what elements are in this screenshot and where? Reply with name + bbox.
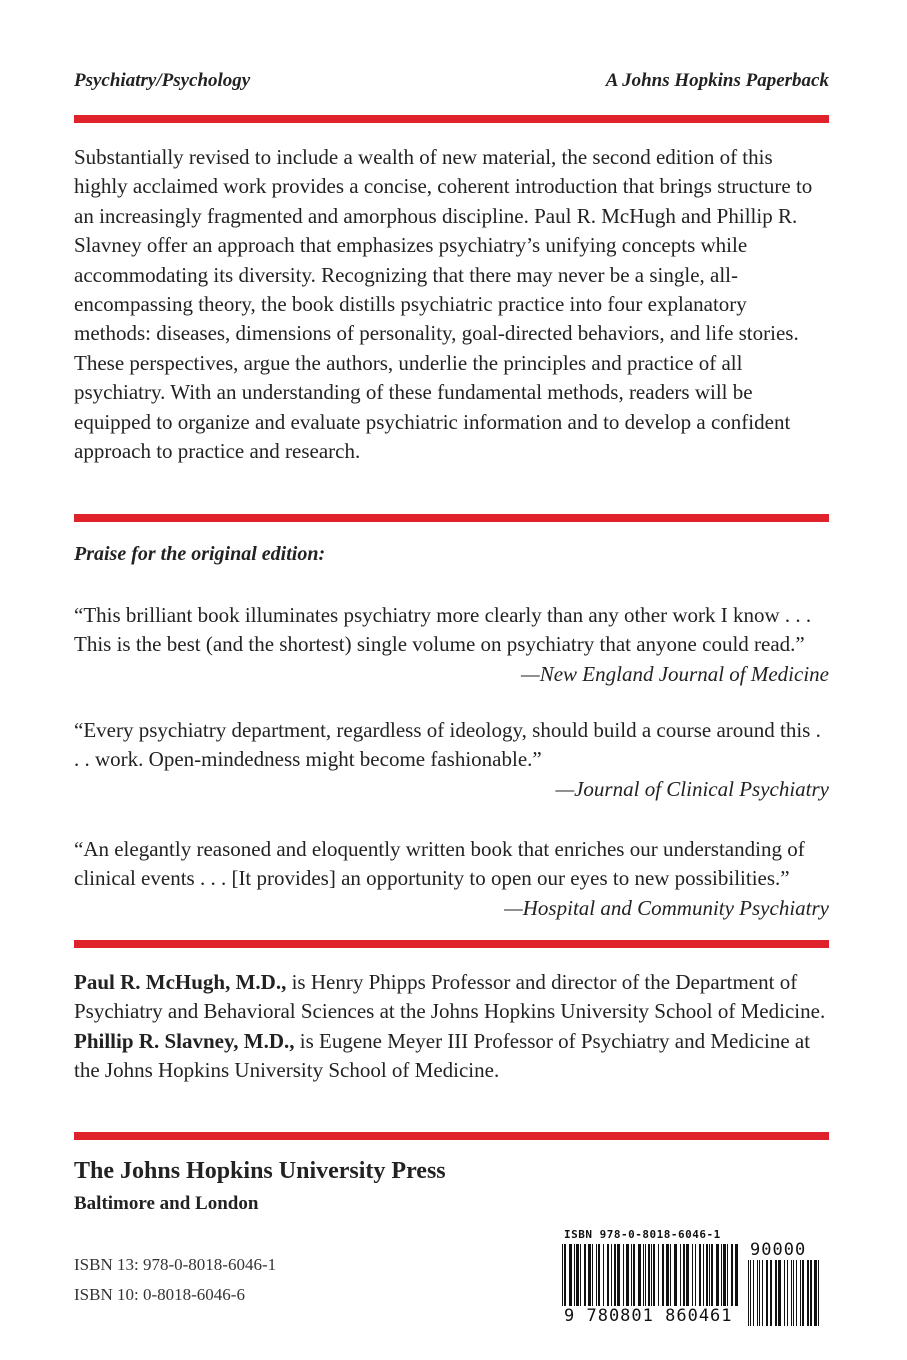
barcode-bar (727, 1244, 728, 1306)
book-description: Substantially revised to include a wealth of new material, the second edition of this highly acclaimed work provides a concise, coherent introduction that brings structure to an increasingly fragmented and amorphous discipline. Paul R. McHugh and Phillip R. Slavney offer an approach that emphasizes psychiatry’s unifying concepts while accommodating its diversity. Recognizing that there may never be a single, all-encompassing theory, the book distills psychiatric practice into four explanatory methods: diseases, dimensions of personality, goal-directed behaviors, and life stories. These perspectives, argue the authors, underlie the principles and practice of all psychiatry. With an understanding of these fundamental methods, readers will be equipped to organize and evaluate psychiatric information and to develop a confident approach to practice and research. (74, 145, 813, 464)
barcode-bar (723, 1244, 726, 1306)
barcode-bar (658, 1244, 659, 1306)
header (74, 70, 829, 92)
barcode-bar (796, 1260, 797, 1326)
barcode-bar (778, 1260, 781, 1326)
quote-source: —New England Journal of Medicine (521, 661, 829, 686)
quote-source: —Journal of Clinical Psychiatry (555, 776, 829, 801)
barcode-bar (748, 1260, 749, 1326)
barcode-bar (607, 1244, 609, 1306)
barcode-bar (662, 1244, 664, 1306)
barcode-bar (576, 1244, 579, 1306)
barcode-bar (721, 1244, 722, 1306)
praise-quote (74, 601, 829, 689)
barcode-bar (562, 1244, 563, 1306)
barcode-bar (807, 1260, 809, 1326)
red-rule (74, 940, 829, 948)
barcode-bar (775, 1260, 777, 1326)
praise-quote (74, 716, 829, 804)
barcode-isbn-label: ISBN 978-0-8018-6046-1 (564, 1228, 721, 1241)
barcode-bar (574, 1244, 575, 1306)
barcode-bar (680, 1244, 681, 1306)
author-bio (74, 968, 829, 1086)
barcode-bar (784, 1260, 785, 1326)
barcode-bar (757, 1260, 758, 1326)
author1-text: is Henry Phipps Professor and director of the Department of Psychiatry and Behavioral Sciences at the Johns Hopkins University School of Medicine. (74, 970, 826, 1024)
series-label: A Johns Hopkins Paperback (605, 70, 829, 91)
barcode-bar (699, 1244, 701, 1306)
praise-quote (74, 835, 829, 923)
barcode-bar (787, 1260, 788, 1326)
barcode-bar (695, 1244, 696, 1306)
category-label: Psychiatry/Psychology (74, 70, 251, 91)
barcode-bar (793, 1260, 794, 1326)
barcode-bar (735, 1244, 738, 1306)
quote-text: “Every psychiatry department, regardless of ideology, should build a course around this . . . work. Open-mindedness might become fashionable.” (74, 718, 821, 772)
barcode-bar (569, 1244, 572, 1306)
barcode-bar (802, 1260, 804, 1326)
barcode-bar (670, 1244, 671, 1306)
isbn-10: ISBN 10: 0-8018-6046-6 (74, 1285, 245, 1304)
barcode-price-code: 90000 (750, 1240, 807, 1260)
praise-heading: Praise for the original edition: (74, 543, 326, 565)
barcode-bar (623, 1244, 624, 1306)
barcode-bar (643, 1244, 644, 1306)
barcode-bar (731, 1244, 733, 1306)
barcode-bar (800, 1260, 801, 1326)
publisher-name: The Johns Hopkins University Press (74, 1158, 446, 1184)
barcode-digits: 9 780801 860461 (564, 1306, 733, 1326)
quote-text: “This brilliant book illuminates psychiatry more clearly than any other work I know . . . This is the best (and the shortest) single volume on psychiatry that anyone could read.” (74, 603, 812, 657)
author2-text: is Eugene Meyer III Professor of Psychiatry and Medicine at the Johns Hopkins University School of Medicine. (74, 1028, 811, 1083)
red-rule (74, 514, 829, 522)
isbn-13: ISBN 13: 978-0-8018-6046-1 (74, 1255, 277, 1274)
barcode-bar (770, 1260, 772, 1326)
barcode-bar (631, 1244, 632, 1306)
quote-text: “An elegantly reasoned and eloquently written book that enriches our understanding of clinical events . . . [It provides] an opportunity to open our eyes to new possibilities.” (74, 837, 805, 891)
barcode-bar (638, 1244, 641, 1306)
barcode-bar (711, 1244, 713, 1306)
barcode-bar (592, 1244, 593, 1306)
barcode-bar (633, 1244, 635, 1306)
barcode-bar (810, 1260, 812, 1326)
barcode-bar (766, 1260, 768, 1326)
barcode-bar (716, 1244, 719, 1306)
barcode-bar (759, 1260, 760, 1326)
barcode-bar (791, 1260, 792, 1326)
barcode-bar (814, 1260, 817, 1326)
barcode-addon-bars (746, 1260, 826, 1326)
barcode-bar (580, 1244, 581, 1306)
barcode-bar (753, 1260, 754, 1326)
barcode-bar (645, 1244, 646, 1306)
barcode-bar (683, 1244, 685, 1306)
barcode-bar (617, 1244, 620, 1306)
barcode-bar (666, 1244, 669, 1306)
barcode-bar (603, 1244, 604, 1306)
barcode-bar (674, 1244, 677, 1306)
barcode-bar (614, 1244, 616, 1306)
barcode-bar (653, 1244, 655, 1306)
barcode-bar (626, 1244, 629, 1306)
barcode-bar (611, 1244, 612, 1306)
barcode-bar (762, 1260, 763, 1326)
barcode-bars (560, 1244, 740, 1306)
barcode-bar (648, 1244, 650, 1306)
barcode-bar (588, 1244, 591, 1306)
red-rule (74, 1132, 829, 1140)
barcode-bar (564, 1244, 566, 1306)
barcode-bar (818, 1260, 819, 1326)
quote-source: —Hospital and Community Psychiatry (504, 895, 829, 920)
barcode-bar (584, 1244, 586, 1306)
barcode-bar (706, 1244, 708, 1306)
author2-name: Phillip R. Slavney, M.D., (74, 1028, 295, 1053)
barcode-bar (692, 1244, 693, 1306)
barcode-bar (750, 1260, 751, 1326)
barcode-bar (709, 1244, 710, 1306)
barcode-bar (596, 1244, 597, 1306)
barcode (560, 1228, 830, 1343)
red-rule (74, 115, 829, 123)
author1-name: Paul R. McHugh, M.D., (74, 970, 287, 994)
publisher-location: Baltimore and London (74, 1193, 259, 1214)
barcode-bar (703, 1244, 704, 1306)
barcode-bar (686, 1244, 689, 1306)
barcode-bar (598, 1244, 600, 1306)
barcode-bar (651, 1244, 652, 1306)
